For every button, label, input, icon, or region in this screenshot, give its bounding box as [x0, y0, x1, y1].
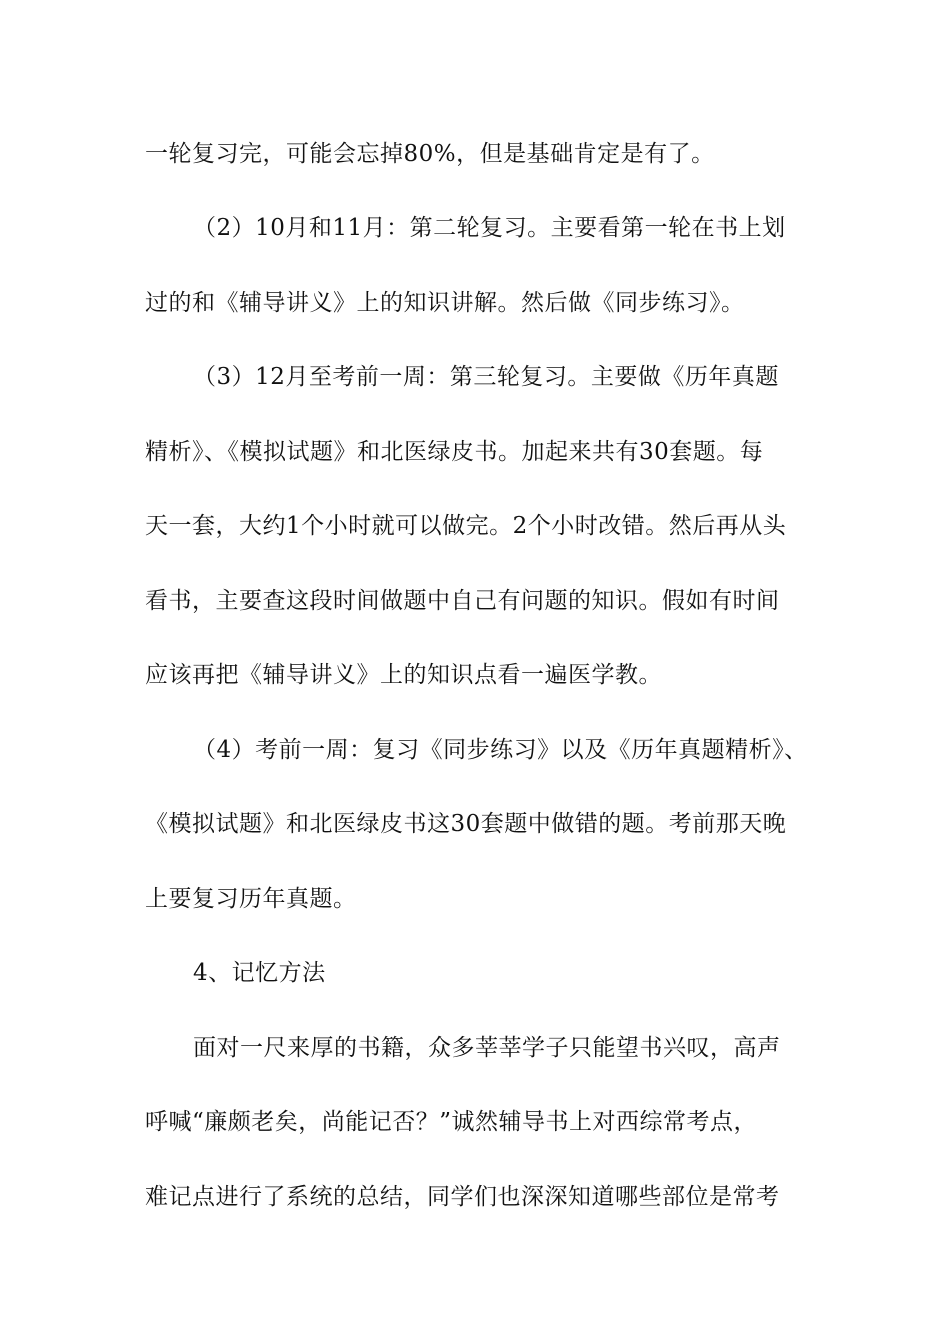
- text-line-14: 呼喊“廉颇老矣，尚能记否？”诚然辅导书上对西综常考点，: [145, 1109, 758, 1135]
- text-line-5: 精析》、《模拟试题》和北医绿皮书。加起来共有30套题。每: [145, 439, 764, 465]
- text-line-11: 上要复习历年真题。: [145, 886, 357, 912]
- text-line-8: 应该再把《辅导讲义》上的知识点看一遍医学教。: [145, 662, 662, 688]
- text-line-13: 面对一尺来厚的书籍，众多莘莘学子只能望书兴叹，高声: [193, 1035, 781, 1061]
- text-line-3: 过的和《辅导讲义》上的知识讲解。然后做《同步练习》。: [145, 290, 745, 316]
- text-line-2: （2）10月和11月：第二轮复习。主要看第一轮在书上划: [193, 215, 786, 241]
- text-line-6: 天一套，大约1个小时就可以做完。2个小时改错。然后再从头: [145, 513, 787, 539]
- text-line-15: 难记点进行了系统的总结，同学们也深深知道哪些部位是常考: [145, 1184, 780, 1210]
- text-line-7: 看书，主要查这段时间做题中自己有问题的知识。假如有时间: [145, 588, 780, 614]
- text-line-1: 一轮复习完，可能会忘掉80%，但是基础肯定是有了。: [145, 141, 715, 167]
- section-heading-memory-method: 4、记忆方法: [193, 960, 326, 986]
- text-line-4: （3）12月至考前一周：第三轮复习。主要做《历年真题: [193, 364, 779, 390]
- text-line-10: 《模拟试题》和北医绿皮书这30套题中做错的题。考前那天晚: [145, 811, 787, 837]
- text-line-9: （4）考前一周：复习《同步练习》以及《历年真题精析》、: [193, 737, 808, 763]
